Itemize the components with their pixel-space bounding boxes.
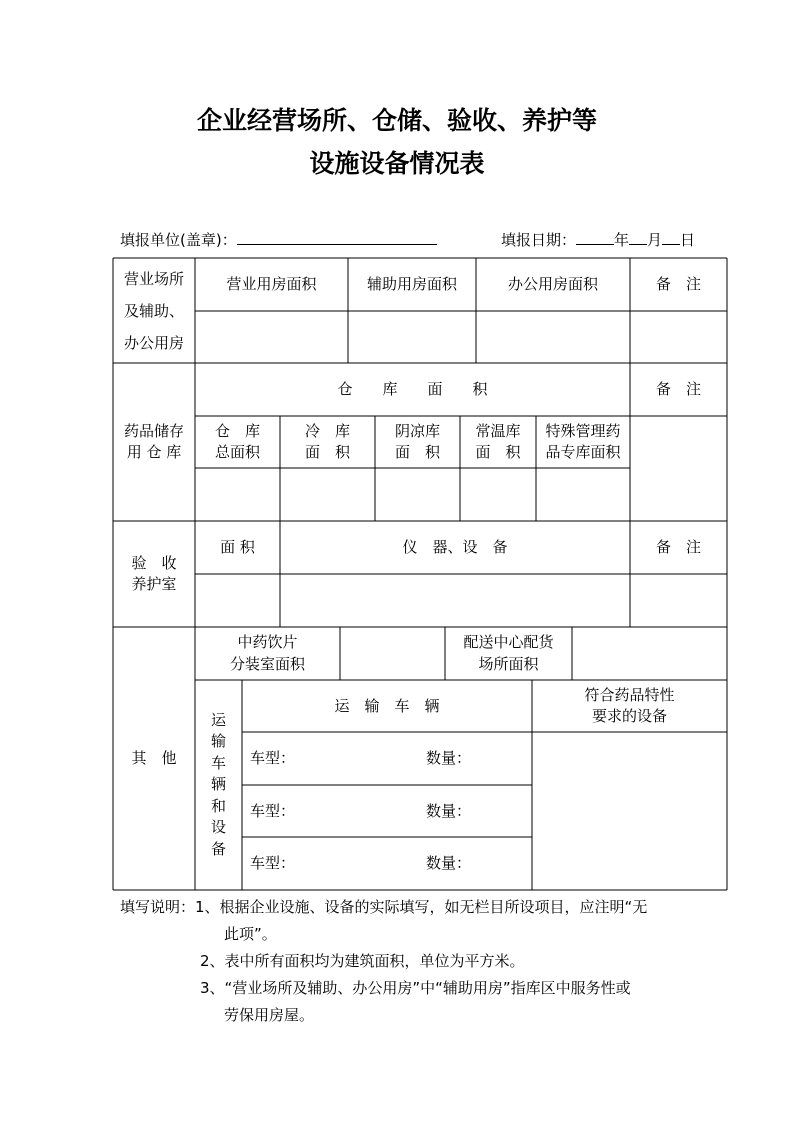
inspection-remark-input[interactable] [630,574,727,627]
normal-storage-area-input[interactable] [460,468,536,521]
form-title-line2: 设施设备情况表 [309,149,485,178]
note-3: 3、“营业场所及辅助、办公用房”中“辅助用房”指库区中服务性或 [200,979,631,997]
business-remark-header: 备 注 [655,275,701,293]
label-line: 特殊管理药 [545,421,621,440]
label-line: 仓 库 [214,421,260,440]
note-1-continued: 此项”。 [224,925,277,943]
cool-storage-area-input[interactable] [375,468,460,521]
label-line: 验 收 [131,553,177,572]
transport-vehicles-equipment-label [195,680,242,890]
vehicle-quantity-field[interactable]: 数量： [426,749,472,767]
label-line: 营业场所 [123,269,184,288]
month-label: 月 [647,231,663,249]
label-line: 配送中心配货 [463,633,554,651]
label-char: 车 [210,753,226,772]
business-premises-label [113,258,195,363]
label-char: 运 [210,710,226,729]
reporting-unit-label: 填报单位(盖章)： [120,231,237,249]
label-line: 场所面积 [478,654,539,673]
total-area-input[interactable] [195,468,280,521]
warehouse-area-header: 仓 库 面 积 [337,380,488,398]
instruments-equipment-input[interactable] [280,574,630,627]
inspection-area-input[interactable] [195,574,280,627]
tcm-packaging-area-header [195,627,340,680]
auxiliary-area-input[interactable] [348,311,476,363]
business-area-header: 营业用房面积 [226,275,317,293]
note-2: 2、表中所有面积均为建筑面积，单位为平方米。 [200,952,525,970]
cold-storage-area-input[interactable] [280,468,375,521]
note-text: 1、根据企业设施、设备的实际填写，如无栏目所设项目，应注明“无 [195,898,648,916]
label-char: 输 [210,732,226,751]
inspection-area-header: 面 积 [220,538,255,556]
transport-vehicles-header: 运 输 车 辆 [334,696,440,715]
total-area-header [195,416,280,468]
normal-storage-area-header [460,416,536,468]
label-line: 要求的设备 [591,707,667,725]
label-line: 养护室 [131,575,177,593]
storage-remark-input[interactable] [630,416,727,521]
year-label: 年 [614,231,630,249]
auxiliary-area-header: 辅助用房面积 [366,275,457,293]
compliant-equipment-header [532,680,727,732]
label-line: 办公用房 [123,333,184,352]
label-line: 符合药品特性 [584,685,675,704]
distribution-area-header [445,627,572,680]
label-line: 面 积 [475,443,521,461]
form-title-line1: 企业经营场所、仓储、验收、养护等 [196,106,597,135]
special-drug-storage-area-header [536,416,630,468]
compliant-equipment-input[interactable] [532,732,727,890]
office-area-input[interactable] [476,311,630,363]
label-line: 面 积 [394,443,440,461]
notes-prefix: 填写说明： [120,898,196,916]
label-line: 冷 库 [304,421,350,440]
special-drug-storage-area-input[interactable] [536,468,630,521]
distribution-area-input[interactable] [572,627,727,680]
label-line: 面 积 [304,443,350,461]
other-label: 其 他 [131,749,177,767]
label-line: 用 仓 库 [126,443,182,461]
vehicle-quantity-field[interactable]: 数量： [426,854,472,872]
storage-remark-header: 备 注 [655,380,701,398]
vehicle-quantity-field[interactable]: 数量： [426,801,472,820]
label-line: 及辅助、 [123,301,184,320]
cool-storage-area-header [375,416,460,468]
label-line: 阴凉库 [394,421,440,440]
label-line: 药品储存 [123,421,184,440]
label-line: 分装室面积 [229,654,305,673]
vehicle-type-field[interactable]: 车型： [250,854,296,872]
office-area-header: 办公用房面积 [507,275,598,293]
label-line: 总面积 [214,443,260,461]
reporting-date-label: 填报日期： [501,231,577,249]
label-char: 辆 [210,775,226,794]
storage-warehouse-label [113,363,195,521]
vehicle-type-field[interactable]: 车型： [250,801,296,820]
day-label: 日 [680,231,696,249]
label-char: 设 [210,818,226,837]
label-line: 中药饮片 [237,633,298,651]
filling-instructions [120,894,647,1029]
label-char: 和 [210,796,226,815]
inspection-room-label [113,521,195,627]
vehicle-type-field[interactable]: 车型： [250,749,296,767]
instruments-equipment-header: 仪 器、设 备 [402,538,508,556]
tcm-packaging-area-input[interactable] [340,627,445,680]
business-area-input[interactable] [195,311,348,363]
business-remark-input[interactable] [630,311,727,363]
label-line: 常温库 [475,421,521,440]
cold-storage-area-header [280,416,375,468]
label-char: 备 [210,839,226,858]
note-1 [120,894,647,921]
note-3-continued: 劳保用房屋。 [224,1006,315,1024]
inspection-remark-header: 备 注 [655,538,701,556]
label-line: 品专库面积 [545,443,621,461]
